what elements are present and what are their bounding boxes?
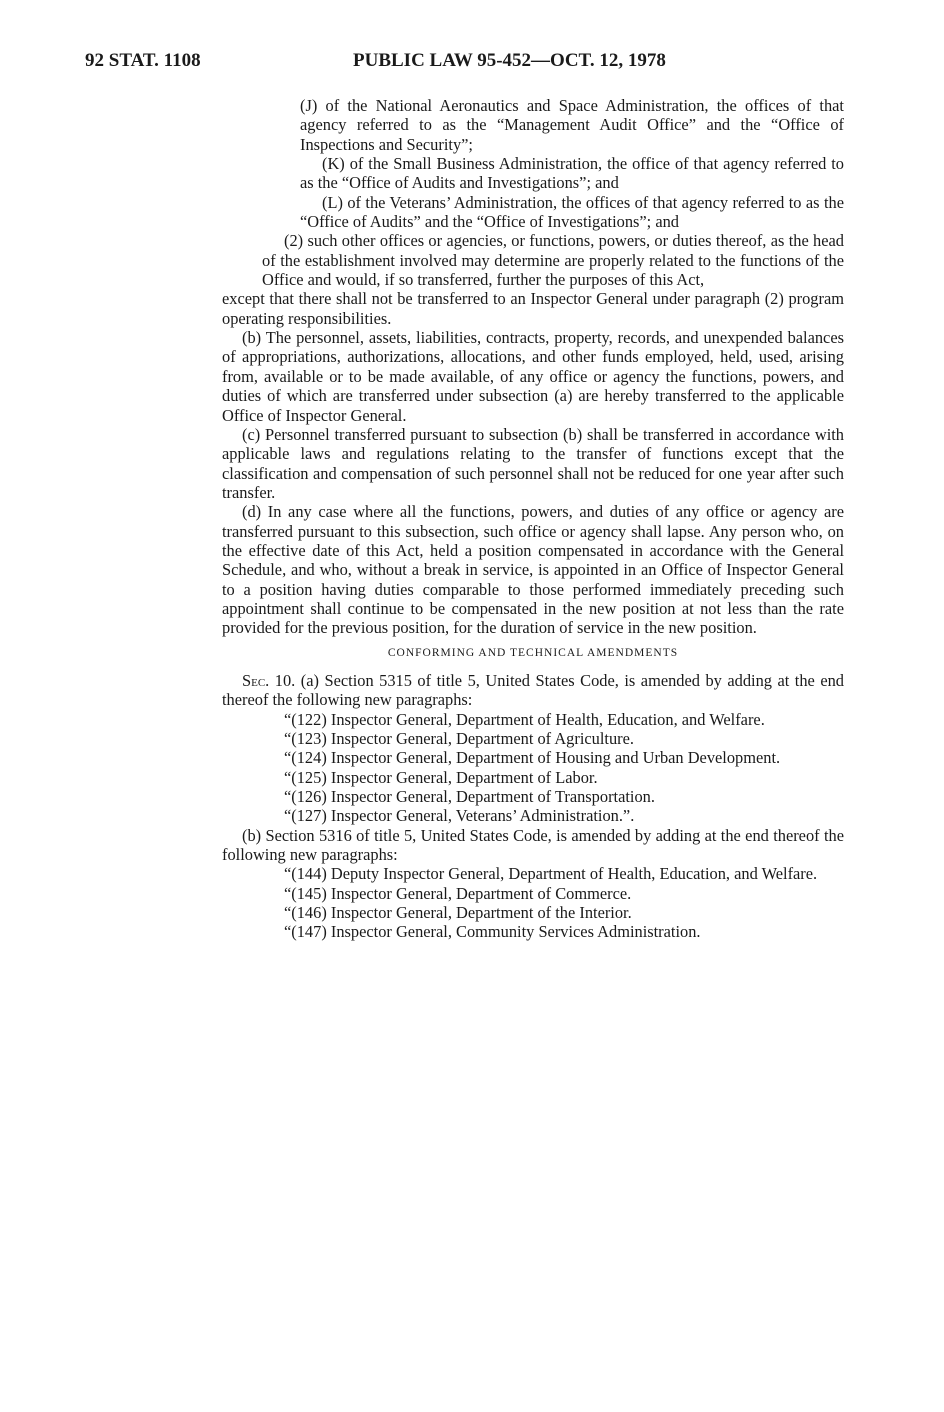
para-l: (L) of the Veterans’ Administration, the offices of that agency referred to as the “Office of Audits” and the “Office of Investigations”; and [300, 192, 844, 232]
item-144: “(144) Deputy Inspector General, Department of Health, Education, and Welfare. [284, 864, 818, 884]
document-body [222, 96, 844, 942]
para-j-text: (J) of the National Aeronautics and Space Administration, the offices of that agency referred to as the “Management Audit Office” and the “Office of Inspections and Security”; [300, 96, 844, 154]
statute-citation: 92 STAT. 1108 [85, 50, 201, 71]
item-126: “(126) Inspector General, Department of Transportation. [284, 787, 655, 807]
item-125: “(125) Inspector General, Department of Labor. [284, 767, 598, 787]
item-147: “(147) Inspector General, Community Services Administration. [284, 922, 701, 942]
section-label: Sec. 10. [242, 670, 296, 690]
item-123: “(123) Inspector General, Department of Agriculture. [284, 729, 634, 748]
para-except: except that there shall not be transferred to an Inspector General under paragraph (2) program operating responsibilities. [222, 289, 844, 328]
item-122: “(122) Inspector General, Department of Health, Education, and Welfare. [284, 709, 765, 729]
item-127: “(127) Inspector General, Veterans’ Administration.”. [284, 806, 635, 826]
item-146: “(146) Inspector General, Department of the Interior. [284, 903, 632, 923]
para-c: (c) Personnel transferred pursuant to subsection (b) shall be transferred in accordance with applicable laws and regulations relating to the transfer of functions except that the classification and compensation of such personnel shall not be reduced for one year after such transfer. [222, 424, 844, 502]
section-10 [222, 671, 844, 710]
item-145: “(145) Inspector General, Department of Commerce. [284, 883, 632, 903]
para-b: (b) The personnel, assets, liabilities, contracts, property, records, and unexpended balances of appropriations, authorizations, allocations, and other funds employed, held, used, arising from, available or to be made available, of any office or agency the functions, powers, and duties of which are transferred under subsection (a) are hereby transferred to the applicable Office of Inspector General. [222, 328, 844, 425]
page-header [85, 50, 844, 76]
para-k: (K) of the Small Business Administration, the office of that agency referred to as the “Office of Audits and Investigations”; and [300, 154, 844, 193]
section-heading: CONFORMING AND TECHNICAL AMENDMENTS [387, 646, 679, 659]
public-law-citation: PUBLIC LAW 95-452—OCT. 12, 1978 [353, 50, 666, 71]
para-10b: (b) Section 5316 of title 5, United States Code, is amended by adding at the end thereof the following new paragraphs: [222, 825, 844, 865]
section-10-text: (a) Section 5315 of title 5, United States Code, is amended by adding at the end thereof the following new paragraphs: [222, 670, 844, 710]
item-124: “(124) Inspector General, Department of Housing and Urban Development. [284, 748, 781, 768]
para-2: (2) such other offices or agencies, or functions, powers, or duties thereof, as the head of the establishment involved may determine are properly related to the functions of the Office and would, if so transferred, further the purposes of this Act, [262, 231, 844, 290]
para-d: (d) In any case where all the functions, powers, and duties of any office or agency are transferred pursuant to this subsection, such office or agency shall lapse. Any person who, on the effective date of this Act, held a position compensated in accordance with the General Schedule, and who, without a break in service, is appointed in an Office of Inspector General to a position having duties comparable to those performed immediately preceding such appointment shall continue to be compensated in the new position at not less than the rate provided for the previous position, for the duration of service in the new position. [222, 502, 844, 638]
para-j [200, 96, 844, 154]
